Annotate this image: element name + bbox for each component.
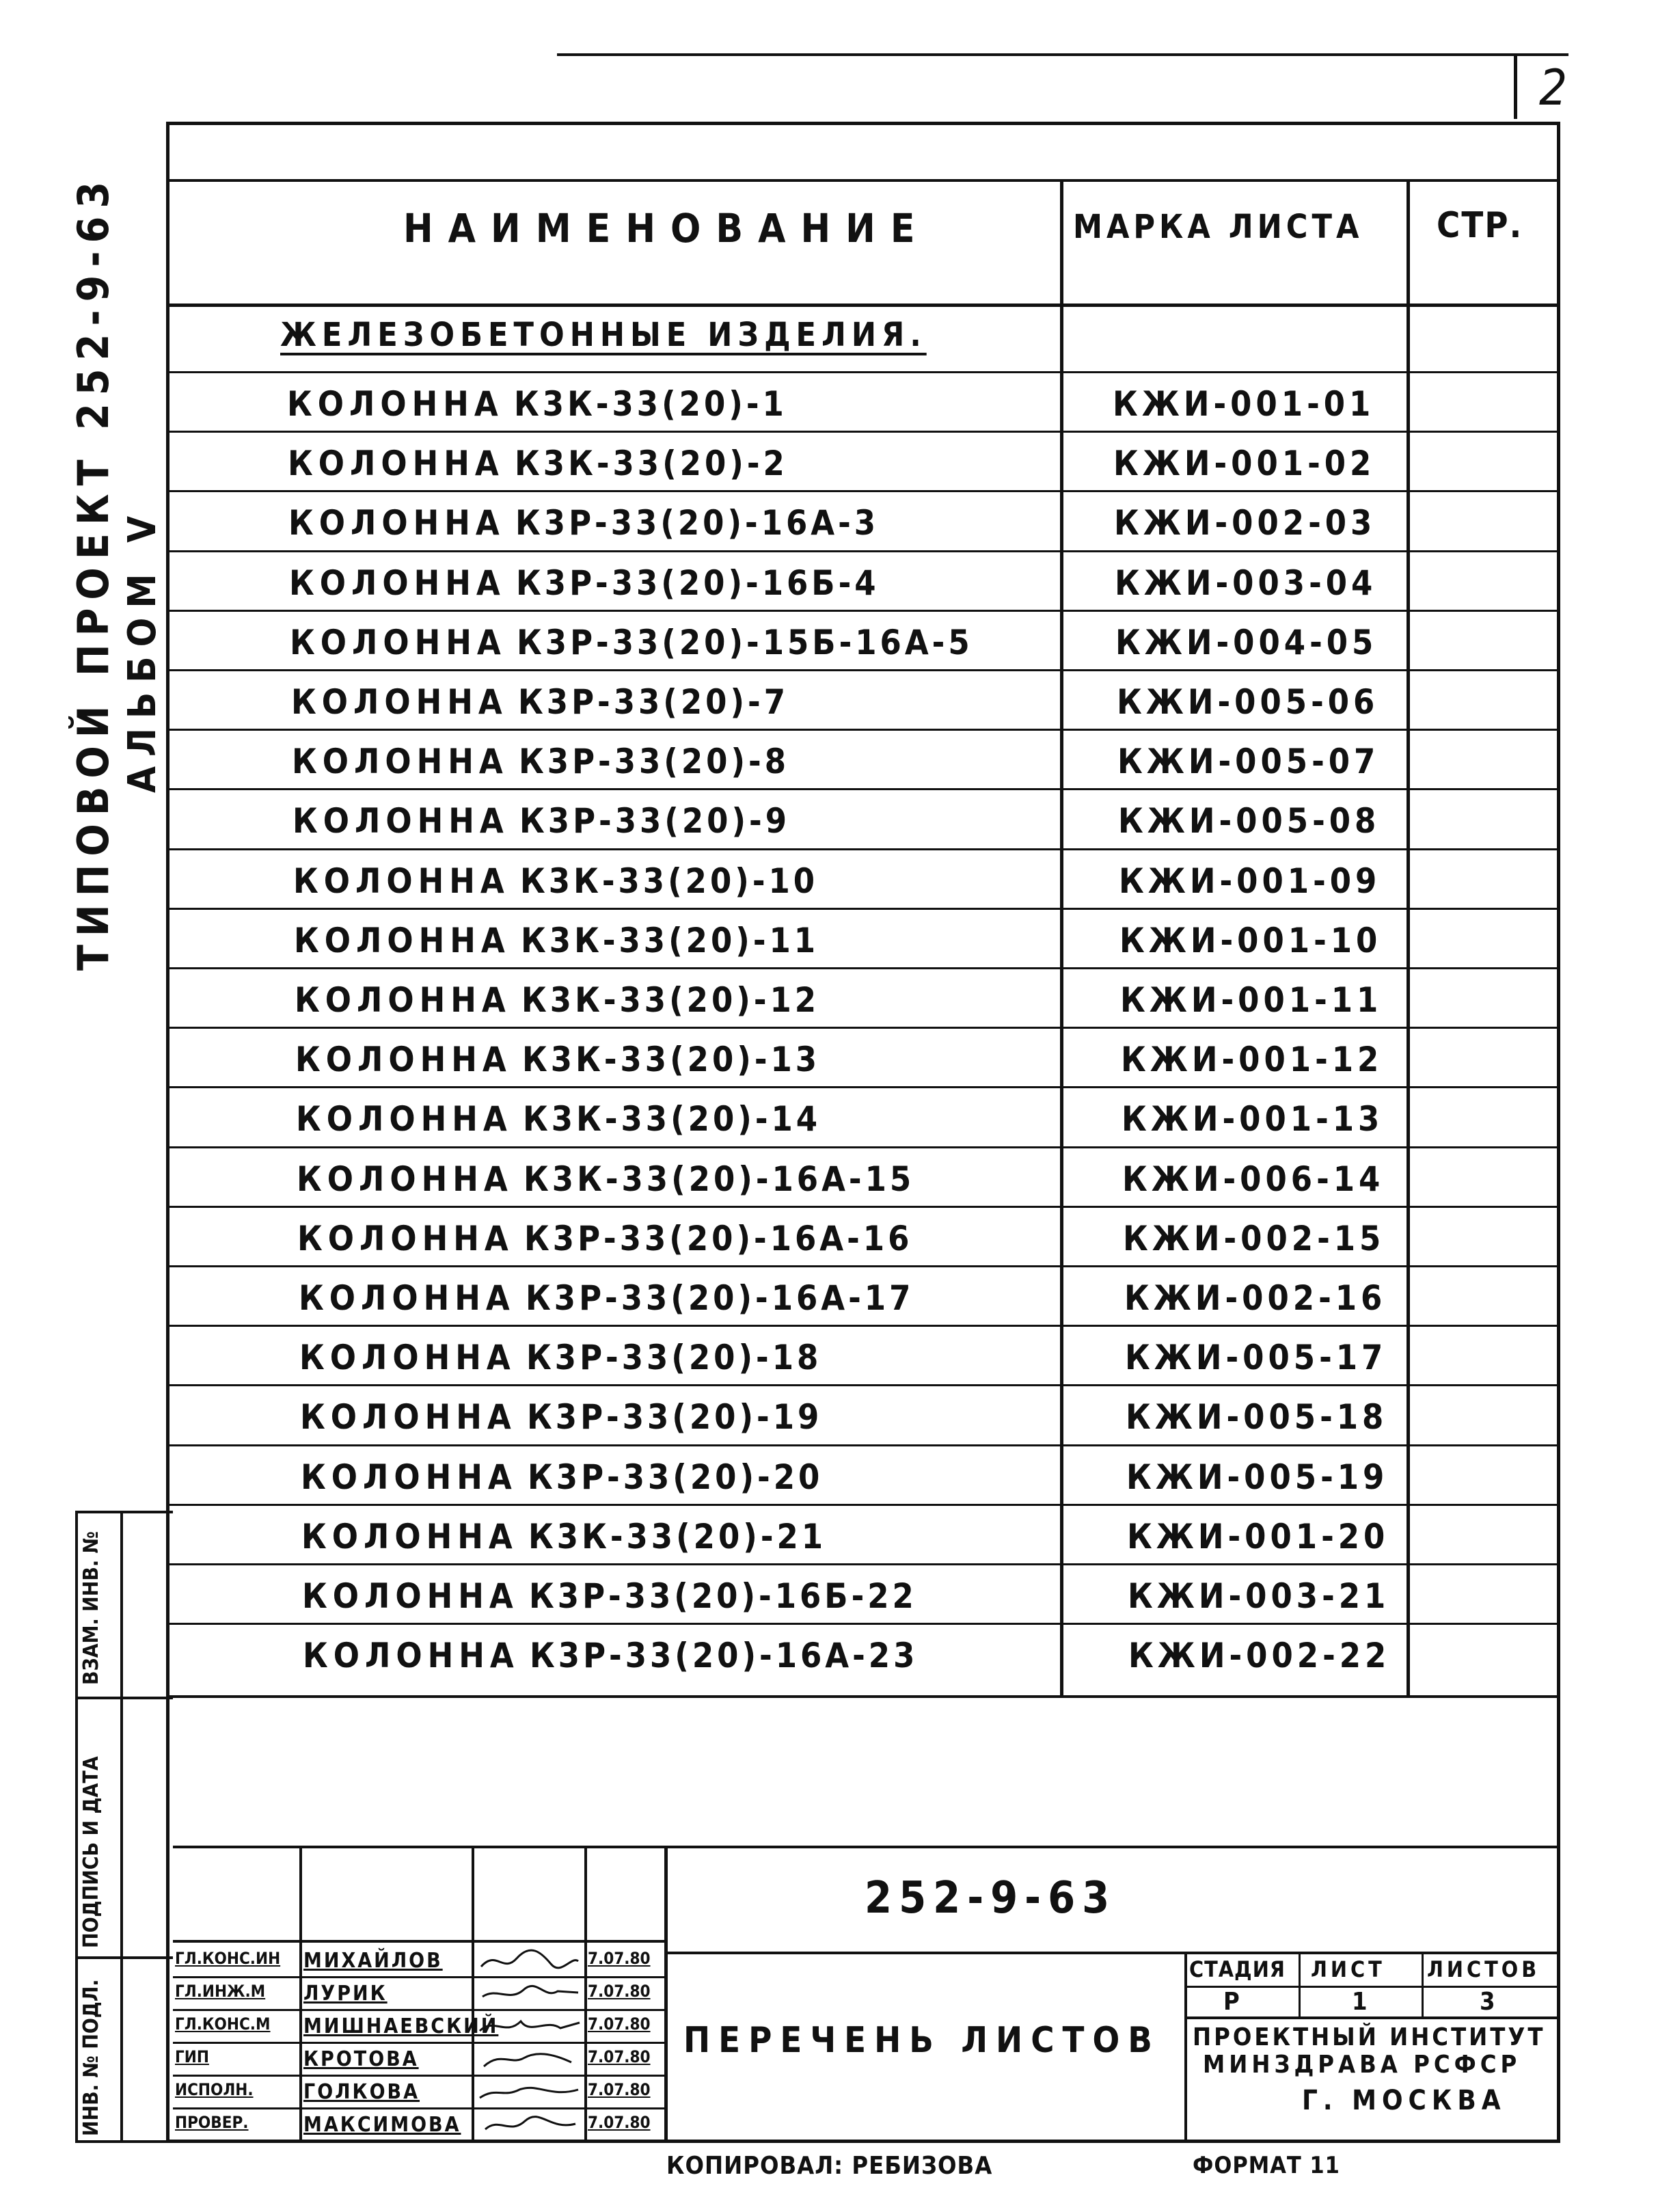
- stage-value: Р: [1223, 1988, 1240, 2016]
- header-bottom-rule: [166, 304, 1560, 307]
- staff-name: МАКСИМОВА: [303, 2113, 461, 2137]
- row-code: К3К-33(20)-11: [521, 921, 819, 960]
- staff-role: ГЛ.ИНЖ.М: [175, 1982, 266, 2001]
- row-code: К3Р-33(20)-18: [526, 1338, 822, 1377]
- row-item: КОЛОННА: [295, 980, 511, 1020]
- row-item: КОЛОННА: [294, 921, 511, 960]
- tb-staff-top-rule: [173, 1940, 665, 1943]
- row-mark: КЖИ-001-12: [1121, 1040, 1383, 1079]
- staff-role: ГИП: [175, 2047, 209, 2066]
- row-code: К3Р-33(20)-16Б-22: [529, 1576, 917, 1616]
- tb-stage-col-1: [1299, 1952, 1301, 2018]
- podpis-label: ПОДПИСЬ И ДАТА: [79, 1756, 103, 1948]
- row-code: К3К-33(20)-10: [520, 861, 819, 901]
- staff-role: ГЛ.КОНС.ИН: [175, 1949, 281, 1968]
- staff-name: ГОЛКОВА: [303, 2080, 420, 2104]
- staff-date: 7.07.80: [588, 2047, 651, 2066]
- row-mark: КЖИ-001-01: [1113, 384, 1375, 424]
- vzam-label: ВЗАМ. ИНВ. №: [79, 1531, 103, 1685]
- staff-name: КРОТОВА: [303, 2047, 419, 2071]
- sheet-label: ЛИСТ: [1311, 1956, 1385, 1982]
- side-album-title: АЛЬБОМ Ⅴ: [120, 506, 165, 793]
- tb-col-sign: [472, 1846, 474, 2143]
- stamp-row-rule-1: [75, 1697, 173, 1699]
- row-code: К3Р-33(20)-7: [518, 682, 789, 722]
- sheet-value: 1: [1352, 1988, 1368, 2016]
- row-mark: КЖИ-005-07: [1117, 742, 1380, 781]
- signature: [476, 2077, 585, 2107]
- row-code: К3Р-33(20)-8: [519, 742, 789, 781]
- row-rule: [166, 490, 1560, 492]
- row-item: КОЛОННА: [289, 563, 506, 603]
- row-mark: КЖИ-003-04: [1115, 563, 1377, 603]
- row-item: КОЛОННА: [288, 503, 505, 543]
- side-project-title: ТИПОВОЙ ПРОЕКТ 252-9-63: [68, 173, 118, 971]
- stamp-col-rule: [120, 1511, 123, 2143]
- row-code: К3К-33(20)-21: [528, 1517, 827, 1556]
- row-mark: КЖИ-002-03: [1114, 503, 1376, 543]
- staff-row-rule: [173, 2042, 665, 2044]
- stage-label: СТАДИЯ: [1189, 1956, 1286, 1982]
- row-mark: КЖИ-001-09: [1119, 861, 1381, 901]
- staff-date: 7.07.80: [588, 2113, 651, 2132]
- staff-date: 7.07.80: [588, 2080, 651, 2099]
- stamp-row-rule-2: [75, 1956, 173, 1959]
- row-code: К3К-33(20)-14: [523, 1099, 821, 1139]
- row-rule: [166, 1206, 1560, 1208]
- row-rule: [166, 1325, 1560, 1327]
- row-rule: [166, 1146, 1560, 1148]
- row-rule: [166, 371, 1560, 373]
- staff-name: ЛУРИК: [303, 1982, 388, 2006]
- row-mark: КЖИ-005-17: [1125, 1338, 1387, 1377]
- row-rule: [166, 1027, 1560, 1029]
- row-item: КОЛОННА: [301, 1517, 518, 1556]
- doc-number: 252-9-63: [865, 1873, 1117, 1924]
- row-code: К3К-33(20)-13: [522, 1040, 821, 1079]
- row-rule: [166, 908, 1560, 910]
- row-rule: [166, 1384, 1560, 1386]
- row-item: КОЛОННА: [301, 1457, 517, 1497]
- row-item: КОЛОННА: [299, 1338, 516, 1377]
- org-line2: МИНЗДРАВА РСФСР: [1203, 2051, 1521, 2079]
- tb-stage-col-2: [1422, 1952, 1424, 2018]
- row-rule: [166, 1086, 1560, 1088]
- row-code: К3К-33(20)-2: [515, 444, 788, 483]
- row-code: К3Р-33(20)-16А-16: [524, 1219, 913, 1258]
- page-number: 2: [1539, 59, 1568, 116]
- row-item: КОЛОННА: [293, 861, 510, 901]
- row-mark: КЖИ-002-22: [1128, 1636, 1391, 1675]
- sheets-label: ЛИСТОВ: [1427, 1956, 1540, 1982]
- row-rule: [166, 550, 1560, 552]
- tb-col-name: [299, 1846, 302, 2143]
- row-item: КОЛОННА: [299, 1278, 515, 1318]
- row-rule: [166, 1623, 1560, 1625]
- header-page: СТР.: [1437, 205, 1523, 246]
- staff-date: 7.07.80: [588, 2014, 651, 2034]
- row-item: КОЛОННА: [291, 682, 508, 722]
- row-mark: КЖИ-004-05: [1115, 623, 1378, 662]
- row-item: КОЛОННА: [297, 1159, 513, 1199]
- row-item: КОЛОННА: [300, 1397, 517, 1437]
- row-rule: [166, 848, 1560, 850]
- table-bottom-rule: [166, 1695, 1560, 1698]
- page-number-divider: [1514, 56, 1517, 119]
- row-item: КОЛОННА: [293, 801, 509, 841]
- row-code: К3Р-33(20)-16А-17: [526, 1278, 914, 1318]
- row-mark: КЖИ-005-06: [1117, 682, 1379, 722]
- top-rule: [557, 53, 1568, 56]
- header-name: НАИМЕНОВАНИЕ: [403, 205, 930, 252]
- tb-divider-staff: [664, 1846, 668, 2143]
- row-rule: [166, 1563, 1560, 1565]
- row-rule: [166, 669, 1560, 671]
- row-code: К3Р-33(20)-16А-23: [530, 1636, 919, 1675]
- tb-top-rule: [173, 1846, 1560, 1848]
- header-mark: МАРКА ЛИСТА: [1073, 208, 1363, 246]
- row-code: К3Р-33(20)-20: [528, 1457, 824, 1497]
- row-rule: [166, 1265, 1560, 1267]
- staff-date: 7.07.80: [588, 1949, 651, 1968]
- tb-stage-rule-2: [1184, 2017, 1560, 2019]
- staff-role: ПРОВЕР.: [175, 2113, 249, 2132]
- signature: [476, 2045, 585, 2075]
- staff-role: ИСПОЛН.: [175, 2080, 254, 2099]
- row-mark: КЖИ-001-20: [1127, 1517, 1389, 1556]
- staff-row-rule: [173, 2107, 665, 2109]
- staff-date: 7.07.80: [588, 1982, 651, 2001]
- staff-row-rule: [173, 2009, 665, 2011]
- row-rule: [166, 1444, 1560, 1446]
- row-code: К3Р-33(20)-15Б-16А-5: [517, 623, 973, 662]
- row-mark: КЖИ-005-18: [1126, 1397, 1388, 1437]
- row-item: КОЛОННА: [295, 1040, 512, 1079]
- row-item: КОЛОННА: [292, 742, 508, 781]
- row-code: К3Р-33(20)-16Б-4: [516, 563, 880, 603]
- row-item: КОЛОННА: [297, 1219, 514, 1258]
- row-item: КОЛОННА: [302, 1576, 519, 1616]
- row-code: К3К-33(20)-16А-15: [524, 1159, 915, 1199]
- row-mark: КЖИ-001-11: [1120, 980, 1383, 1020]
- signature: [476, 1946, 585, 1976]
- staff-role: ГЛ.КОНС.М: [175, 2014, 271, 2034]
- row-item: КОЛОННА: [288, 444, 504, 483]
- row-rule: [166, 729, 1560, 731]
- row-code: К3Р-33(20)-16А-3: [515, 503, 880, 543]
- col-divider-mark-page: [1407, 179, 1410, 1697]
- row-item: КОЛОННА: [303, 1636, 519, 1675]
- signature: [476, 2110, 585, 2140]
- tb-divider-right: [1184, 1952, 1187, 2143]
- row-rule: [166, 431, 1560, 433]
- row-mark: КЖИ-003-21: [1128, 1576, 1390, 1616]
- org-line3: Г. МОСКВА: [1302, 2085, 1506, 2116]
- row-mark: КЖИ-001-13: [1122, 1099, 1384, 1139]
- row-mark: КЖИ-005-08: [1118, 801, 1381, 841]
- staff-name: МИШНАЕВСКИЙ: [303, 2014, 499, 2038]
- row-code: К3К-33(20)-1: [514, 384, 787, 424]
- signature: [476, 2012, 585, 2042]
- row-item: КОЛОННА: [287, 384, 504, 424]
- staff-row-rule: [173, 2075, 665, 2077]
- row-mark: КЖИ-002-16: [1124, 1278, 1387, 1318]
- row-mark: КЖИ-001-10: [1119, 921, 1382, 960]
- row-mark: КЖИ-001-02: [1113, 444, 1376, 483]
- tb-num-rule: [664, 1952, 1560, 1954]
- row-rule: [166, 610, 1560, 612]
- col-divider-name-mark: [1060, 179, 1063, 1697]
- row-rule: [166, 1504, 1560, 1506]
- row-mark: КЖИ-005-19: [1126, 1457, 1389, 1497]
- staff-row-rule: [173, 1976, 665, 1978]
- row-code: К3Р-33(20)-19: [527, 1397, 823, 1437]
- doc-title: ПЕРЕЧЕНЬ ЛИСТОВ: [683, 2020, 1160, 2061]
- row-code: К3К-33(20)-12: [521, 980, 820, 1020]
- header-top-rule: [166, 179, 1560, 182]
- row-code: К3Р-33(20)-9: [519, 801, 790, 841]
- section-title: ЖЕЛЕЗОБЕТОННЫЕ ИЗДЕЛИЯ.: [280, 316, 927, 354]
- inv-label: ИНВ. № ПОДЛ.: [79, 1979, 103, 2136]
- staff-name: МИХАЙЛОВ: [303, 1949, 443, 1973]
- row-mark: КЖИ-006-14: [1122, 1159, 1385, 1199]
- sheets-value: 3: [1480, 1988, 1496, 2016]
- row-rule: [166, 788, 1560, 790]
- tb-stage-rule: [1184, 1986, 1560, 1988]
- row-item: КОЛОННА: [296, 1099, 513, 1139]
- format: ФОРМАТ 11: [1193, 2152, 1340, 2179]
- org-line1: ПРОЕКТНЫЙ ИНСТИТУТ: [1193, 2023, 1546, 2051]
- copied-by: КОПИРОВАЛ: РЕБИЗОВА: [666, 2152, 993, 2180]
- row-item: КОЛОННА: [290, 623, 506, 662]
- row-mark: КЖИ-002-15: [1123, 1219, 1385, 1258]
- row-rule: [166, 967, 1560, 969]
- signature: [476, 1979, 585, 2009]
